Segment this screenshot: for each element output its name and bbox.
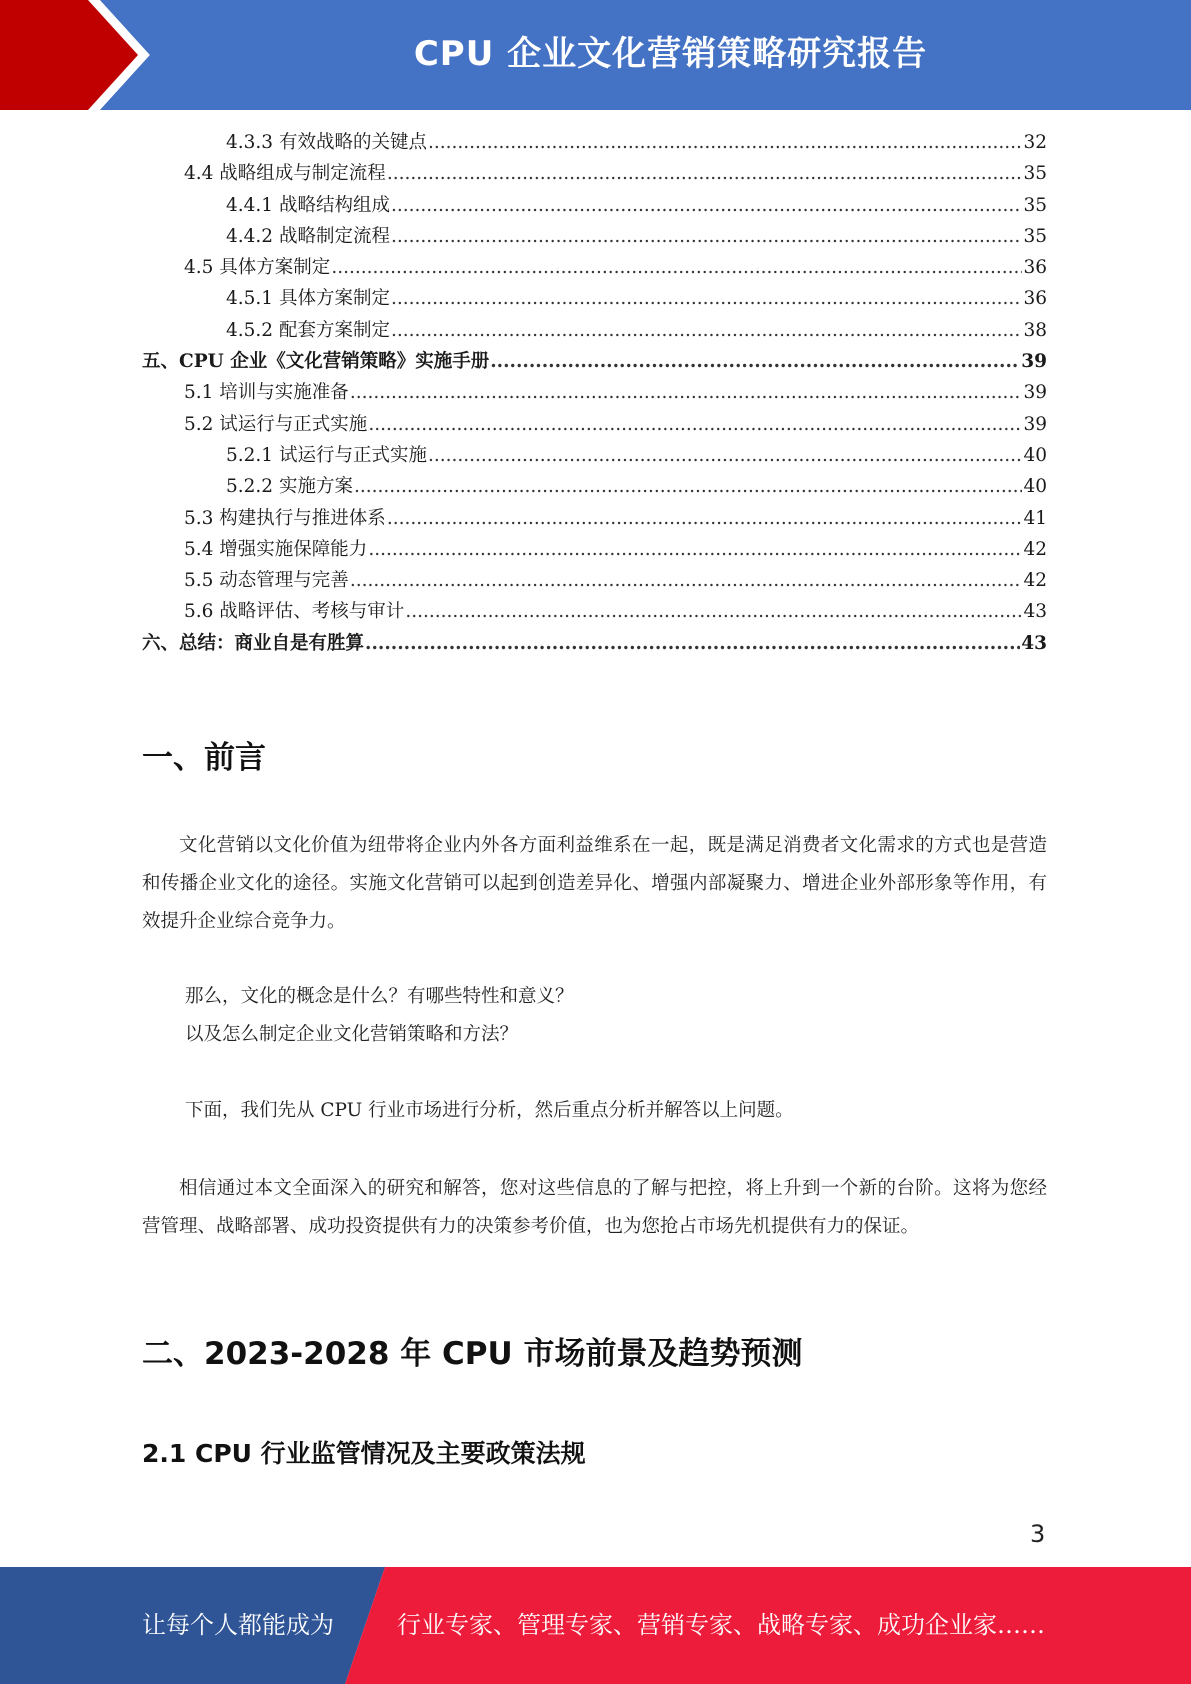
toc-entry-page: 35: [1023, 225, 1047, 247]
toc-entry[interactable]: [142, 629, 1047, 660]
page-footer: [0, 1567, 1191, 1684]
toc-entry[interactable]: [142, 504, 1047, 535]
toc-entry-page: 39: [1021, 351, 1047, 373]
toc-entry-label: 5.4 增强实施保障能力: [184, 538, 368, 560]
table-of-contents: [142, 128, 1047, 660]
toc-entry-page: 42: [1023, 538, 1047, 560]
toc-entry-label: 4.4.2 战略制定流程: [226, 225, 390, 247]
toc-entry[interactable]: [142, 597, 1047, 628]
toc-entry-label: 5.2.2 实施方案: [226, 476, 353, 498]
toc-entry[interactable]: [142, 566, 1047, 597]
toc-entry-label: 4.5.1 具体方案制定: [226, 288, 390, 310]
toc-entry[interactable]: [142, 347, 1047, 378]
toc-entry[interactable]: [142, 410, 1047, 441]
toc-leader-dots: [368, 414, 1022, 435]
toc-entry-label: 五、CPU 企业《文化营销策略》实施手册: [142, 351, 490, 373]
toc-entry-label: 5.1 培训与实施准备: [184, 382, 349, 404]
footer-slogan-left: 让每个人都能成为: [142, 1611, 334, 1639]
toc-entry-page: 36: [1023, 288, 1047, 310]
toc-entry-page: 35: [1023, 163, 1047, 185]
preface-paragraph-2: 下面，我们先从 CPU 行业市场进行分析，然后重点分析并解答以上问题。: [185, 1100, 794, 1121]
toc-entry-label: 4.5.2 配套方案制定: [226, 319, 390, 341]
toc-entry[interactable]: [142, 441, 1047, 472]
toc-leader-dots: [490, 351, 1020, 372]
toc-leader-dots: [428, 445, 1022, 466]
toc-entry-page: 41: [1023, 507, 1047, 529]
document-title: CPU 企业文化营销策略研究报告: [413, 34, 928, 74]
toc-entry-label: 4.4.1 战略结构组成: [226, 194, 390, 216]
toc-leader-dots: [365, 633, 1020, 654]
footer-slogan-right: 行业专家、管理专家、营销专家、战略专家、成功企业家……: [397, 1611, 1045, 1639]
toc-entry-page: 40: [1023, 444, 1047, 466]
toc-entry[interactable]: [142, 472, 1047, 503]
toc-leader-dots: [354, 476, 1023, 497]
toc-entry-page: 43: [1021, 632, 1047, 654]
toc-leader-dots: [405, 601, 1022, 622]
page-number: 3: [1030, 1520, 1046, 1548]
toc-leader-dots: [387, 163, 1023, 184]
toc-entry[interactable]: [142, 284, 1047, 315]
toc-leader-dots: [391, 288, 1022, 309]
toc-entry-page: 39: [1023, 413, 1047, 435]
toc-entry[interactable]: [142, 535, 1047, 566]
preface-paragraph-1: 文化营销以文化价值为纽带将企业内外各方面利益维系在一起，既是满足消费者文化需求的方式也是营造和传播企业文化的途径。实施文化营销可以起到创造差异化、增强内部凝聚力、增进企业外部形象等作用，有效提升企业综合竞争力。: [142, 835, 1047, 932]
toc-entry-page: 39: [1023, 382, 1047, 404]
toc-entry[interactable]: [142, 316, 1047, 347]
toc-entry[interactable]: [142, 191, 1047, 222]
toc-entry-page: 38: [1023, 319, 1047, 341]
toc-entry-label: 5.2.1 试运行与正式实施: [226, 444, 427, 466]
toc-entry-label: 4.5 具体方案制定: [184, 257, 331, 279]
toc-entry-page: 36: [1023, 257, 1047, 279]
section-heading-market-outlook: 二、2023-2028 年 CPU 市场前景及趋势预测: [142, 1336, 803, 1372]
preface-question-2: 以及怎么制定企业文化营销策略和方法？: [185, 1024, 519, 1045]
toc-entry-label: 5.6 战略评估、考核与审计: [184, 601, 405, 623]
toc-leader-dots: [350, 382, 1023, 403]
toc-entry-page: 35: [1023, 194, 1047, 216]
toc-entry[interactable]: [142, 222, 1047, 253]
header-red-arrow-decoration: [0, 0, 160, 110]
toc-entry-label: 5.3 构建执行与推进体系: [184, 507, 386, 529]
section-heading-preface: 一、前言: [142, 740, 266, 776]
page-header: [0, 0, 1191, 110]
subsection-heading-regulation: 2.1 CPU 行业监管情况及主要政策法规: [142, 1439, 586, 1468]
toc-leader-dots: [391, 226, 1022, 247]
toc-leader-dots: [368, 539, 1022, 560]
toc-entry[interactable]: [142, 128, 1047, 159]
toc-entry-page: 43: [1023, 601, 1047, 623]
toc-entry[interactable]: [142, 253, 1047, 284]
toc-leader-dots: [331, 257, 1022, 278]
toc-leader-dots: [387, 508, 1023, 529]
toc-entry-label: 5.2 试运行与正式实施: [184, 413, 368, 435]
toc-entry-page: 42: [1023, 570, 1047, 592]
toc-entry[interactable]: [142, 378, 1047, 409]
toc-entry-label: 5.5 动态管理与完善: [184, 570, 349, 592]
preface-question-1: 那么，文化的概念是什么？有哪些特性和意义？: [185, 986, 574, 1007]
toc-entry-page: 40: [1023, 476, 1047, 498]
toc-leader-dots: [428, 132, 1022, 153]
toc-leader-dots: [391, 320, 1022, 341]
toc-entry-label: 4.4 战略组成与制定流程: [184, 163, 386, 185]
toc-entry-label: 六、总结：商业自是有胜算: [142, 632, 365, 654]
toc-entry-page: 32: [1023, 132, 1047, 153]
toc-leader-dots: [391, 195, 1022, 216]
toc-entry-label: 4.3.3 有效战略的关键点: [226, 132, 427, 153]
preface-paragraph-3: 相信通过本文全面深入的研究和解答，您对这些信息的了解与把控，将上升到一个新的台阶。这将为您经营管理、战略部署、成功投资提供有力的决策参考价值，也为您抢占市场先机提供有力的保证。: [142, 1178, 1047, 1237]
toc-entry[interactable]: [142, 159, 1047, 190]
toc-leader-dots: [350, 570, 1023, 591]
